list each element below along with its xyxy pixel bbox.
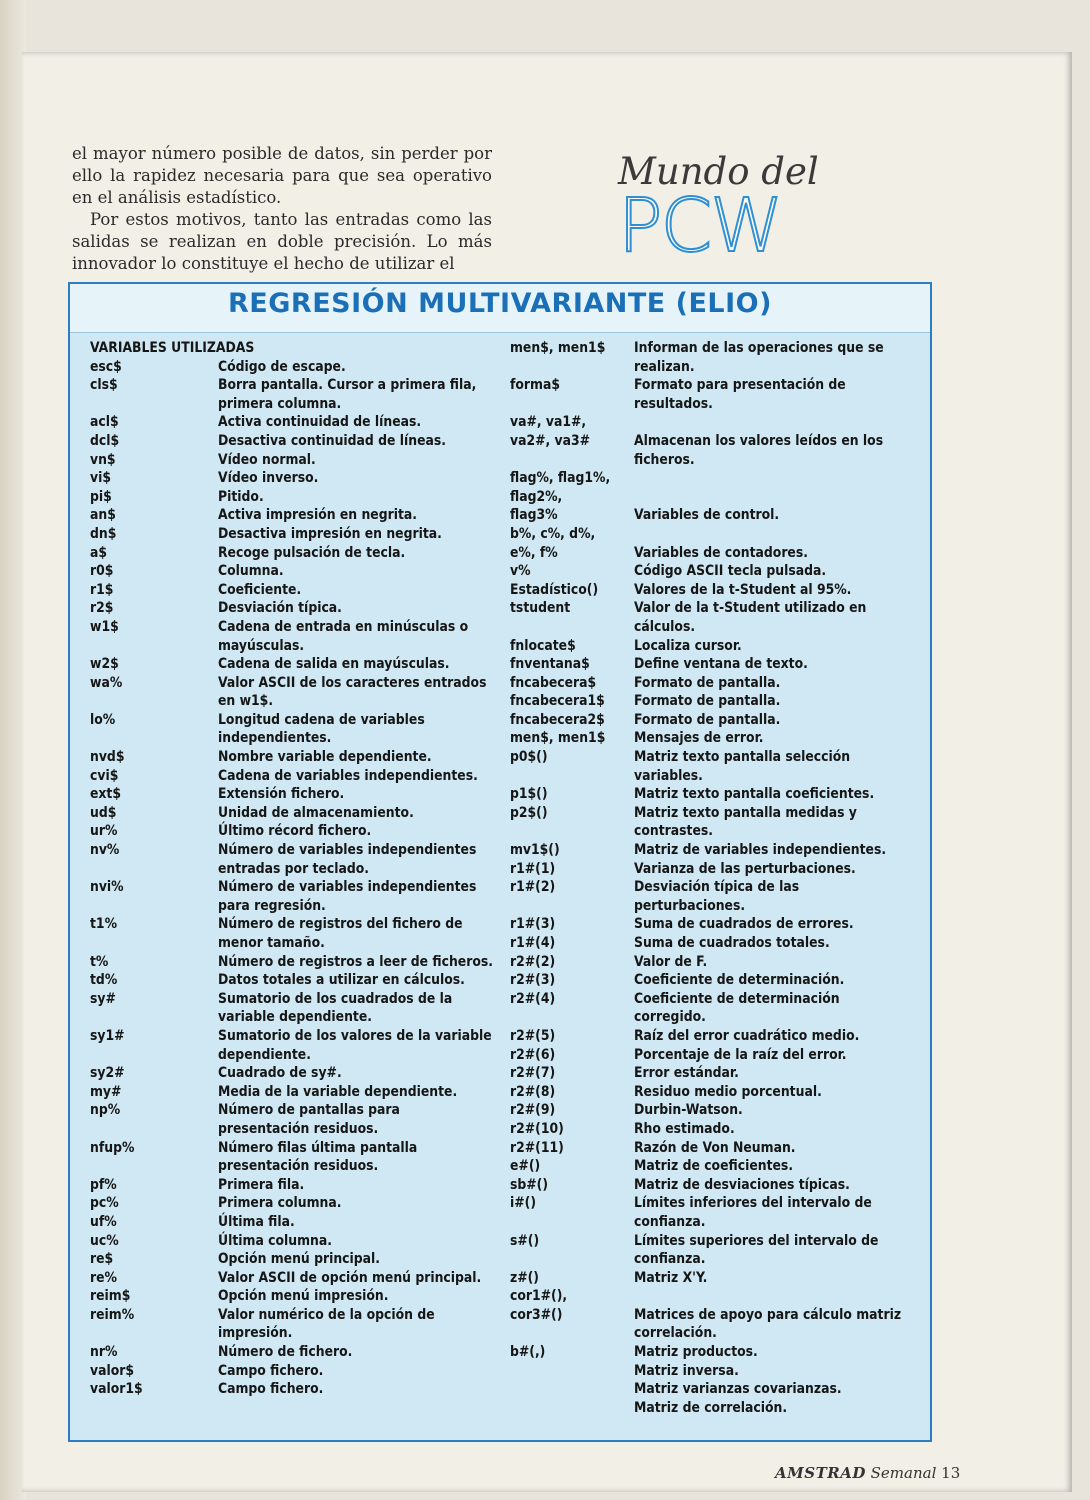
variable-name: z#() [510,1269,539,1286]
variable-name [510,1399,634,1418]
table-row [510,860,910,879]
variable-name: ext$ [90,786,121,803]
variable-description: Varianza de las perturbaciones. [634,860,856,877]
variable-name: r1#(4) [510,935,556,951]
table-row [90,1306,495,1343]
table-row [510,1046,910,1065]
variable-name: b%, c%, d%, [510,525,596,542]
variable-description: Matriz de correlación. [634,1399,788,1416]
variable-name: tstudent [510,600,571,617]
variable-description: Valor de F. [634,953,708,970]
variable-name: s#() [510,1232,540,1249]
variable-description: Columna. [218,563,284,580]
table-row [90,544,495,563]
variable-description: Media de la variable dependiente. [218,1083,458,1100]
table-row [90,506,495,525]
variable-description: Mensajes de error. [634,730,764,747]
table-row [90,655,495,674]
variable-name: reim% [90,1306,135,1323]
variable-description: Variables de control. [634,507,780,524]
table-row [90,469,495,488]
variable-description: Número de registros a leer de ficheros. [218,953,493,970]
variable-name: va2#, va3# [510,432,591,449]
table-row [90,1343,495,1362]
table-row [510,878,910,915]
variable-name: sy2# [90,1065,125,1082]
variable-description: Almacenan los valores leídos en los ficheros. [634,432,884,468]
variable-name: r1#(1) [510,860,556,877]
table-row [510,804,910,841]
variable-description: Valor numérico de la opción de impresión. [218,1306,435,1342]
variable-description: Rho estimado. [634,1120,735,1137]
variable-description: Valor de la t-Student utilizado en cálculos. [634,600,867,635]
table-row [90,804,495,823]
variable-description: Matrices de apoyo para cálculo matriz correlación. [634,1306,902,1342]
variable-description: Matriz inversa. [634,1362,739,1379]
variable-description: Residuo medio porcentual. [634,1083,822,1100]
table-row [90,711,495,748]
variable-description: Suma de cuadrados de errores. [634,916,854,933]
variable-name: t1% [90,916,118,933]
variable-name: fnventana$ [510,656,590,673]
variable-description: Matriz de desviaciones típicas. [634,1176,850,1193]
variable-description: Localiza cursor. [634,637,742,654]
table-row [90,785,495,804]
variable-description: Activa impresión en negrita. [218,507,417,524]
variable-name: cls$ [90,377,118,394]
table-row [510,934,910,953]
table-row [90,1362,495,1381]
variable-name: lo% [90,711,116,728]
variable-name: ud$ [90,804,117,821]
table-row [90,1250,495,1269]
table-row [510,488,910,507]
intro-paragraph-2: Por estos motivos, tanto las entradas como las salidas se realizan en doble precisión. Lo más innovador lo constituye el hecho de utilizar el [72,210,492,273]
variable-name: valor$ [90,1362,135,1379]
table-row [90,581,495,600]
variable-description: Cadena de salida en mayúsculas. [218,656,450,673]
variable-name: a$ [90,544,108,561]
table-row [90,915,495,952]
variable-description: Último récord fichero. [218,823,372,840]
table-row [90,748,495,767]
variable-name: nfup% [90,1139,135,1156]
variable-name: r2#(3) [510,972,556,989]
variable-name: sb#() [510,1176,549,1193]
intro-text [72,143,492,275]
table-row [510,1399,910,1418]
variable-name: p1$() [510,786,548,803]
variable-name: td% [90,972,118,989]
variable-description [634,488,910,507]
variable-description: Número de variables independientes entradas por teclado. [218,842,477,877]
variable-description: Sumatorio de los cuadrados de la variable dependiente. [218,990,453,1026]
variable-description: Raíz del error cuadrático medio. [634,1027,860,1044]
table-row [510,1269,910,1288]
table-row [510,339,910,376]
table-row [510,655,910,674]
variable-name: an$ [90,507,116,524]
variable-name: mv1$() [510,842,560,859]
table-row [90,674,495,711]
variable-description: Límites inferiores del intervalo de confianza. [634,1195,872,1230]
variable-description: Opción menú impresión. [218,1288,389,1305]
variable-description: Nombre variable dependiente. [218,749,432,766]
variable-description: Matriz texto pantalla coeficientes. [634,786,875,803]
variable-name: flag%, flag1%, [510,470,611,487]
variable-name: v% [510,563,531,580]
variable-name: r2#(7) [510,1065,556,1082]
variable-name: pc% [90,1195,119,1212]
table-row [90,1380,495,1399]
variable-description: Número de registros del fichero de menor tamaño. [218,916,463,951]
variable-name: r2#(10) [510,1120,564,1137]
variable-name: p2$() [510,804,548,821]
variable-name: w1$ [90,618,119,635]
variable-description: Formato de pantalla. [634,693,781,710]
variable-name: uc% [90,1232,119,1249]
table-row [90,841,495,878]
table-row [510,1027,910,1046]
variable-name: my# [90,1083,122,1100]
table-row [90,1176,495,1195]
variable-name: r2$ [90,600,114,617]
variable-description: Recoge pulsación de tecla. [218,544,406,561]
variable-description: Valor ASCII de opción menú principal. [218,1269,482,1286]
variable-description: Porcentaje de la raíz del error. [634,1046,847,1063]
variable-description: Activa continuidad de líneas. [218,414,422,431]
variable-name: np% [90,1102,121,1119]
variable-description: Última columna. [218,1232,332,1249]
variable-name: sy1# [90,1027,125,1044]
table-row [90,1083,495,1102]
table-row [510,544,910,563]
variable-description: Última fila. [218,1213,295,1230]
variable-name: pf% [90,1176,117,1193]
variable-description: Longitud cadena de variables independientes. [218,711,425,747]
variable-description: Número de pantallas para presentación residuos. [218,1102,400,1137]
variable-description: Formato de pantalla. [634,711,781,728]
variable-description: Matriz varianzas covarianzas. [634,1381,842,1398]
left-column [90,339,495,1399]
variable-name: fncabecera2$ [510,711,605,728]
variable-description: Unidad de almacenamiento. [218,804,414,821]
variable-description: Código de escape. [218,358,346,375]
table-row [90,1027,495,1064]
variable-description: Matriz de coeficientes. [634,1158,794,1175]
variable-description: Desviación típica. [218,600,342,617]
variable-description: Vídeo normal. [218,451,316,468]
variable-name: vi$ [90,470,111,487]
variable-name: fncabecera1$ [510,693,605,710]
variable-name: men$, men1$ [510,340,606,356]
variable-description: Pitido. [218,488,264,505]
table-row [510,525,910,544]
variable-description: Formato de pantalla. [634,674,781,691]
variable-name: nr% [90,1344,118,1361]
variable-name: r2#(5) [510,1027,556,1044]
variable-name: r2#(4) [510,990,556,1007]
table-row [510,692,910,711]
table-row [510,990,910,1027]
variable-description [634,469,910,488]
table-title-bar [70,284,930,333]
table-row [90,413,495,432]
variable-description: Matriz texto pantalla selección variables. [634,749,851,784]
variable-description: Límites superiores del intervalo de confianza. [634,1232,879,1268]
table-row [510,971,910,990]
variable-description: Desactiva continuidad de líneas. [218,432,446,449]
variable-description: Campo fichero. [218,1362,324,1379]
table-row [90,953,495,972]
variable-name: e%, f% [510,544,558,561]
variable-description: Vídeo inverso. [218,470,319,487]
variable-name: dn$ [90,525,117,542]
table-row [510,1139,910,1158]
variable-description: Informan de las operaciones que se realizan. [634,340,884,375]
variable-description: Coeficiente de determinación. [634,972,845,989]
variable-name: vn$ [90,451,116,468]
table-title: REGRESIÓN MULTIVARIANTE (ELIO) [228,288,772,319]
table-row [510,1101,910,1120]
variable-name: dcl$ [90,432,120,449]
variable-name: b#(,) [510,1344,546,1361]
variable-name [510,1380,634,1399]
variable-description: Código ASCII tecla pulsada. [634,563,827,580]
variable-name: forma$ [510,377,560,394]
table-row [90,488,495,507]
table-row [510,637,910,656]
table-row [510,432,910,469]
section-label-mundo: Mundo del [618,150,819,193]
variable-description: Desactiva impresión en negrita. [218,525,442,542]
table-row [90,432,495,451]
variable-name: cor3#() [510,1306,563,1323]
variable-name: r1#(2) [510,879,556,896]
intro-paragraph-1: el mayor número posible de datos, sin perder por ello la rapidez necesaria para que sea operativo en el análisis estadístico. [72,144,492,207]
variable-name: r2#(8) [510,1083,556,1100]
table-row [90,358,495,377]
table-row [510,1064,910,1083]
variable-description: Cuadrado de sy#. [218,1065,342,1082]
table-row [90,376,495,413]
table-row [90,1232,495,1251]
variable-name: fnlocate$ [510,637,576,654]
variable-name: wa% [90,674,123,691]
variable-description: Opción menú principal. [218,1251,381,1268]
table-row [510,711,910,730]
variable-description: Valores de la t-Student al 95%. [634,581,852,598]
variable-name: cvi$ [90,767,119,784]
variable-name: r2#(2) [510,953,556,970]
variable-description: Coeficiente de determinación corregido. [634,990,840,1026]
variable-name: i#() [510,1195,536,1212]
table-row [90,1139,495,1176]
variable-description: Matriz productos. [634,1344,758,1361]
right-column [510,339,910,1417]
variable-name: nv% [90,842,120,859]
table-row [510,674,910,693]
variable-name: valor1$ [90,1381,143,1398]
variable-description: Desviación típica de las perturbaciones. [634,879,800,914]
table-row [510,1120,910,1139]
variable-description: Suma de cuadrados totales. [634,935,830,951]
variable-name: r0$ [90,563,114,580]
footer-brand: AMSTRAD [775,1464,866,1482]
table-row [510,469,910,488]
variable-description [634,413,910,432]
variable-description: Número de fichero. [218,1344,353,1361]
table-row [90,990,495,1027]
table-row [510,581,910,600]
variable-name: reim$ [90,1288,131,1305]
variable-name: cor1#(), [510,1288,568,1305]
variable-description: Razón de Von Neuman. [634,1139,796,1156]
table-row [510,1176,910,1195]
table-row [90,1287,495,1306]
table-row [90,878,495,915]
variable-name: fncabecera$ [510,674,597,691]
table-row [510,413,910,432]
variable-name: p0$() [510,749,548,766]
table-row [90,822,495,841]
table-row [510,1232,910,1269]
variable-name: e#() [510,1158,541,1175]
table-row [90,562,495,581]
variable-description: Valor ASCII de los caracteres entrados en w1$. [218,674,487,710]
table-row [90,1101,495,1138]
table-row [90,767,495,786]
table-row [510,562,910,581]
table-row [510,729,910,748]
variable-description: Error estándar. [634,1065,739,1082]
variable-name: va#, va1#, [510,414,587,431]
table-row [510,1194,910,1231]
table-row [90,599,495,618]
table-row [90,525,495,544]
table-row [510,785,910,804]
variable-description: Cadena de variables independientes. [218,767,478,784]
variable-name: sy# [90,990,116,1007]
variable-name: r1#(3) [510,916,556,933]
variable-name: uf% [90,1213,117,1230]
variable-description: Datos totales a utilizar en cálculos. [218,972,465,989]
table-row [510,1083,910,1102]
variable-name [510,1362,634,1381]
table-row [90,618,495,655]
variable-description [634,1287,910,1306]
variable-description: Matriz texto pantalla medidas y contrastes. [634,804,857,840]
table-row [510,953,910,972]
table-row [510,1306,910,1343]
variable-name: nvd$ [90,749,125,766]
table-row [510,1287,910,1306]
table-row [90,1064,495,1083]
variable-description [634,525,910,544]
variable-name: flag2%, [510,488,563,505]
table-row [510,506,910,525]
variable-description: Formato para presentación de resultados. [634,377,846,412]
variable-description: Matriz X'Y. [634,1269,708,1286]
variable-name: Estadístico() [510,581,599,598]
table-row [90,451,495,470]
variables-header: VARIABLES UTILIZADAS [90,340,255,356]
table-row [90,1269,495,1288]
table-row [510,1343,910,1362]
variable-description: Matriz de variables independientes. [634,842,887,859]
table-row [90,971,495,990]
variable-description: Primera fila. [218,1176,305,1193]
variable-description: Define ventana de texto. [634,656,808,673]
variable-name: nvi% [90,879,124,896]
variable-name: r2#(9) [510,1102,556,1119]
table-row [510,748,910,785]
variable-description: Durbin-Watson. [634,1102,743,1119]
variable-name: flag3% [510,507,558,524]
table-row [510,1157,910,1176]
variable-name: pi$ [90,488,112,505]
variable-name: acl$ [90,414,119,431]
variable-description: Número de variables independientes para regresión. [218,879,477,914]
variable-name: t% [90,953,109,970]
variable-description: Sumatorio de los valores de la variable dependiente. [218,1027,492,1063]
variable-description: Campo fichero. [218,1381,324,1398]
variable-description: Coeficiente. [218,581,302,598]
table-row [90,1194,495,1213]
variable-description: Variables de contadores. [634,544,808,561]
variable-description: Borra pantalla. Cursor a primera fila, primera columna. [218,377,477,412]
variable-name: ur% [90,823,118,840]
page-footer [775,1464,960,1482]
variable-name: w2$ [90,656,119,673]
table-row [510,1380,910,1399]
table-row [510,1362,910,1381]
section-logo-pcw: PCW [618,183,782,269]
variable-name: r2#(6) [510,1046,556,1063]
variables-table-box [68,282,932,1442]
variable-description: Extensión fichero. [218,786,345,803]
variable-description: Primera columna. [218,1195,342,1212]
variable-name: esc$ [90,358,122,375]
variable-name: re$ [90,1251,114,1268]
table-row [510,599,910,636]
table-row [510,376,910,413]
variable-name: men$, men1$ [510,730,606,747]
variable-name: re% [90,1269,117,1286]
variable-name: r2#(11) [510,1139,564,1156]
page-number: 13 [941,1464,961,1482]
table-row [90,1213,495,1232]
variable-name: r1$ [90,581,114,598]
table-row [510,841,910,860]
variable-description: Cadena de entrada en minúsculas o mayúsculas. [218,618,469,654]
variable-description: Número filas última pantalla presentación residuos. [218,1139,418,1175]
footer-semanal: Semanal [870,1464,937,1482]
table-row [510,915,910,934]
